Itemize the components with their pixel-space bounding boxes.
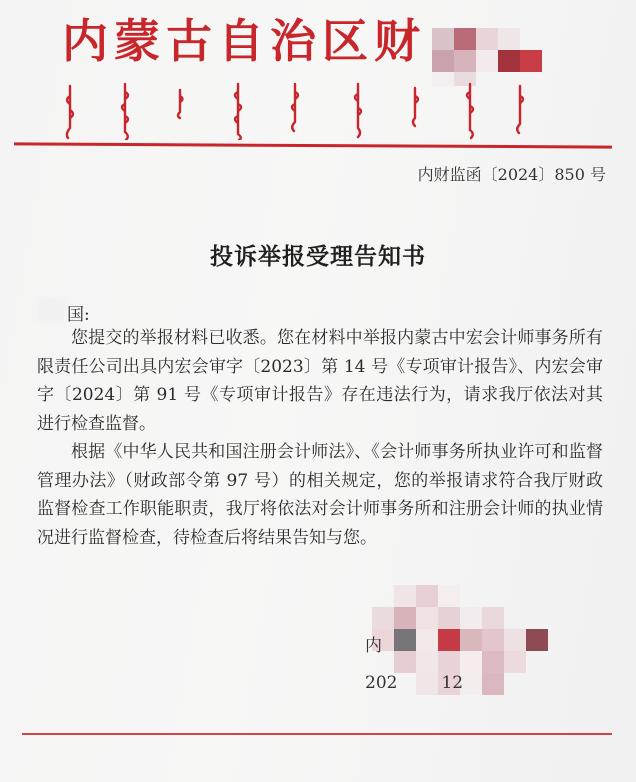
mongolian-word-1 [67, 86, 73, 138]
footer-red-rule [22, 733, 612, 735]
signature-block [365, 628, 463, 702]
salutation [37, 300, 90, 325]
mongolian-script-line [62, 82, 552, 140]
mongolian-word-5 [292, 84, 298, 131]
document-title: 投诉举报受理告知书 [210, 243, 426, 270]
document-number: 内财监函〔2024〕850 号 [417, 165, 606, 184]
signature-date [365, 665, 463, 702]
letterhead-redaction-mosaic [432, 28, 542, 86]
mongolian-word-2 [122, 84, 128, 140]
mongolian-word-7 [413, 88, 418, 126]
signature-date-year: 202 [365, 673, 398, 693]
mongolian-word-6 [355, 84, 361, 137]
salutation-text: 国: [67, 305, 90, 325]
mongolian-word-4 [235, 84, 241, 140]
signature-org: 内 [365, 636, 382, 656]
mongolian-word-3 [178, 90, 183, 118]
signature-date-month: 12 [441, 673, 464, 693]
body-paragraph-1: 您提交的举报材料已收悉。您在材料中举报内蒙古中宏会计师事务所有限责任公司出具内宏会审字〔2023〕第 14 号《专项审计报告》、内宏会审字〔2024〕第 91 号《专项审计报告》存在违法行为，请求我厅依法对其进行检查监督。 [37, 328, 603, 434]
mongolian-word-9 [517, 86, 523, 133]
mongolian-word-8 [467, 84, 473, 138]
letterhead-title: 内蒙古自治区财 [62, 14, 426, 68]
body-paragraph-2: 根据《中华人民共和国注册会计师法》、《会计师事务所执业许可和监督管理办法》（财政部令第 97 号）的相关规定，您的举报请求符合我厅财政监督检查工作职能职责，我厅将依法对会计师事务所和注册会计师的执业情况进行监督检查，待检查后将结果告知与您。 [37, 442, 603, 548]
header-red-rule [14, 142, 612, 148]
